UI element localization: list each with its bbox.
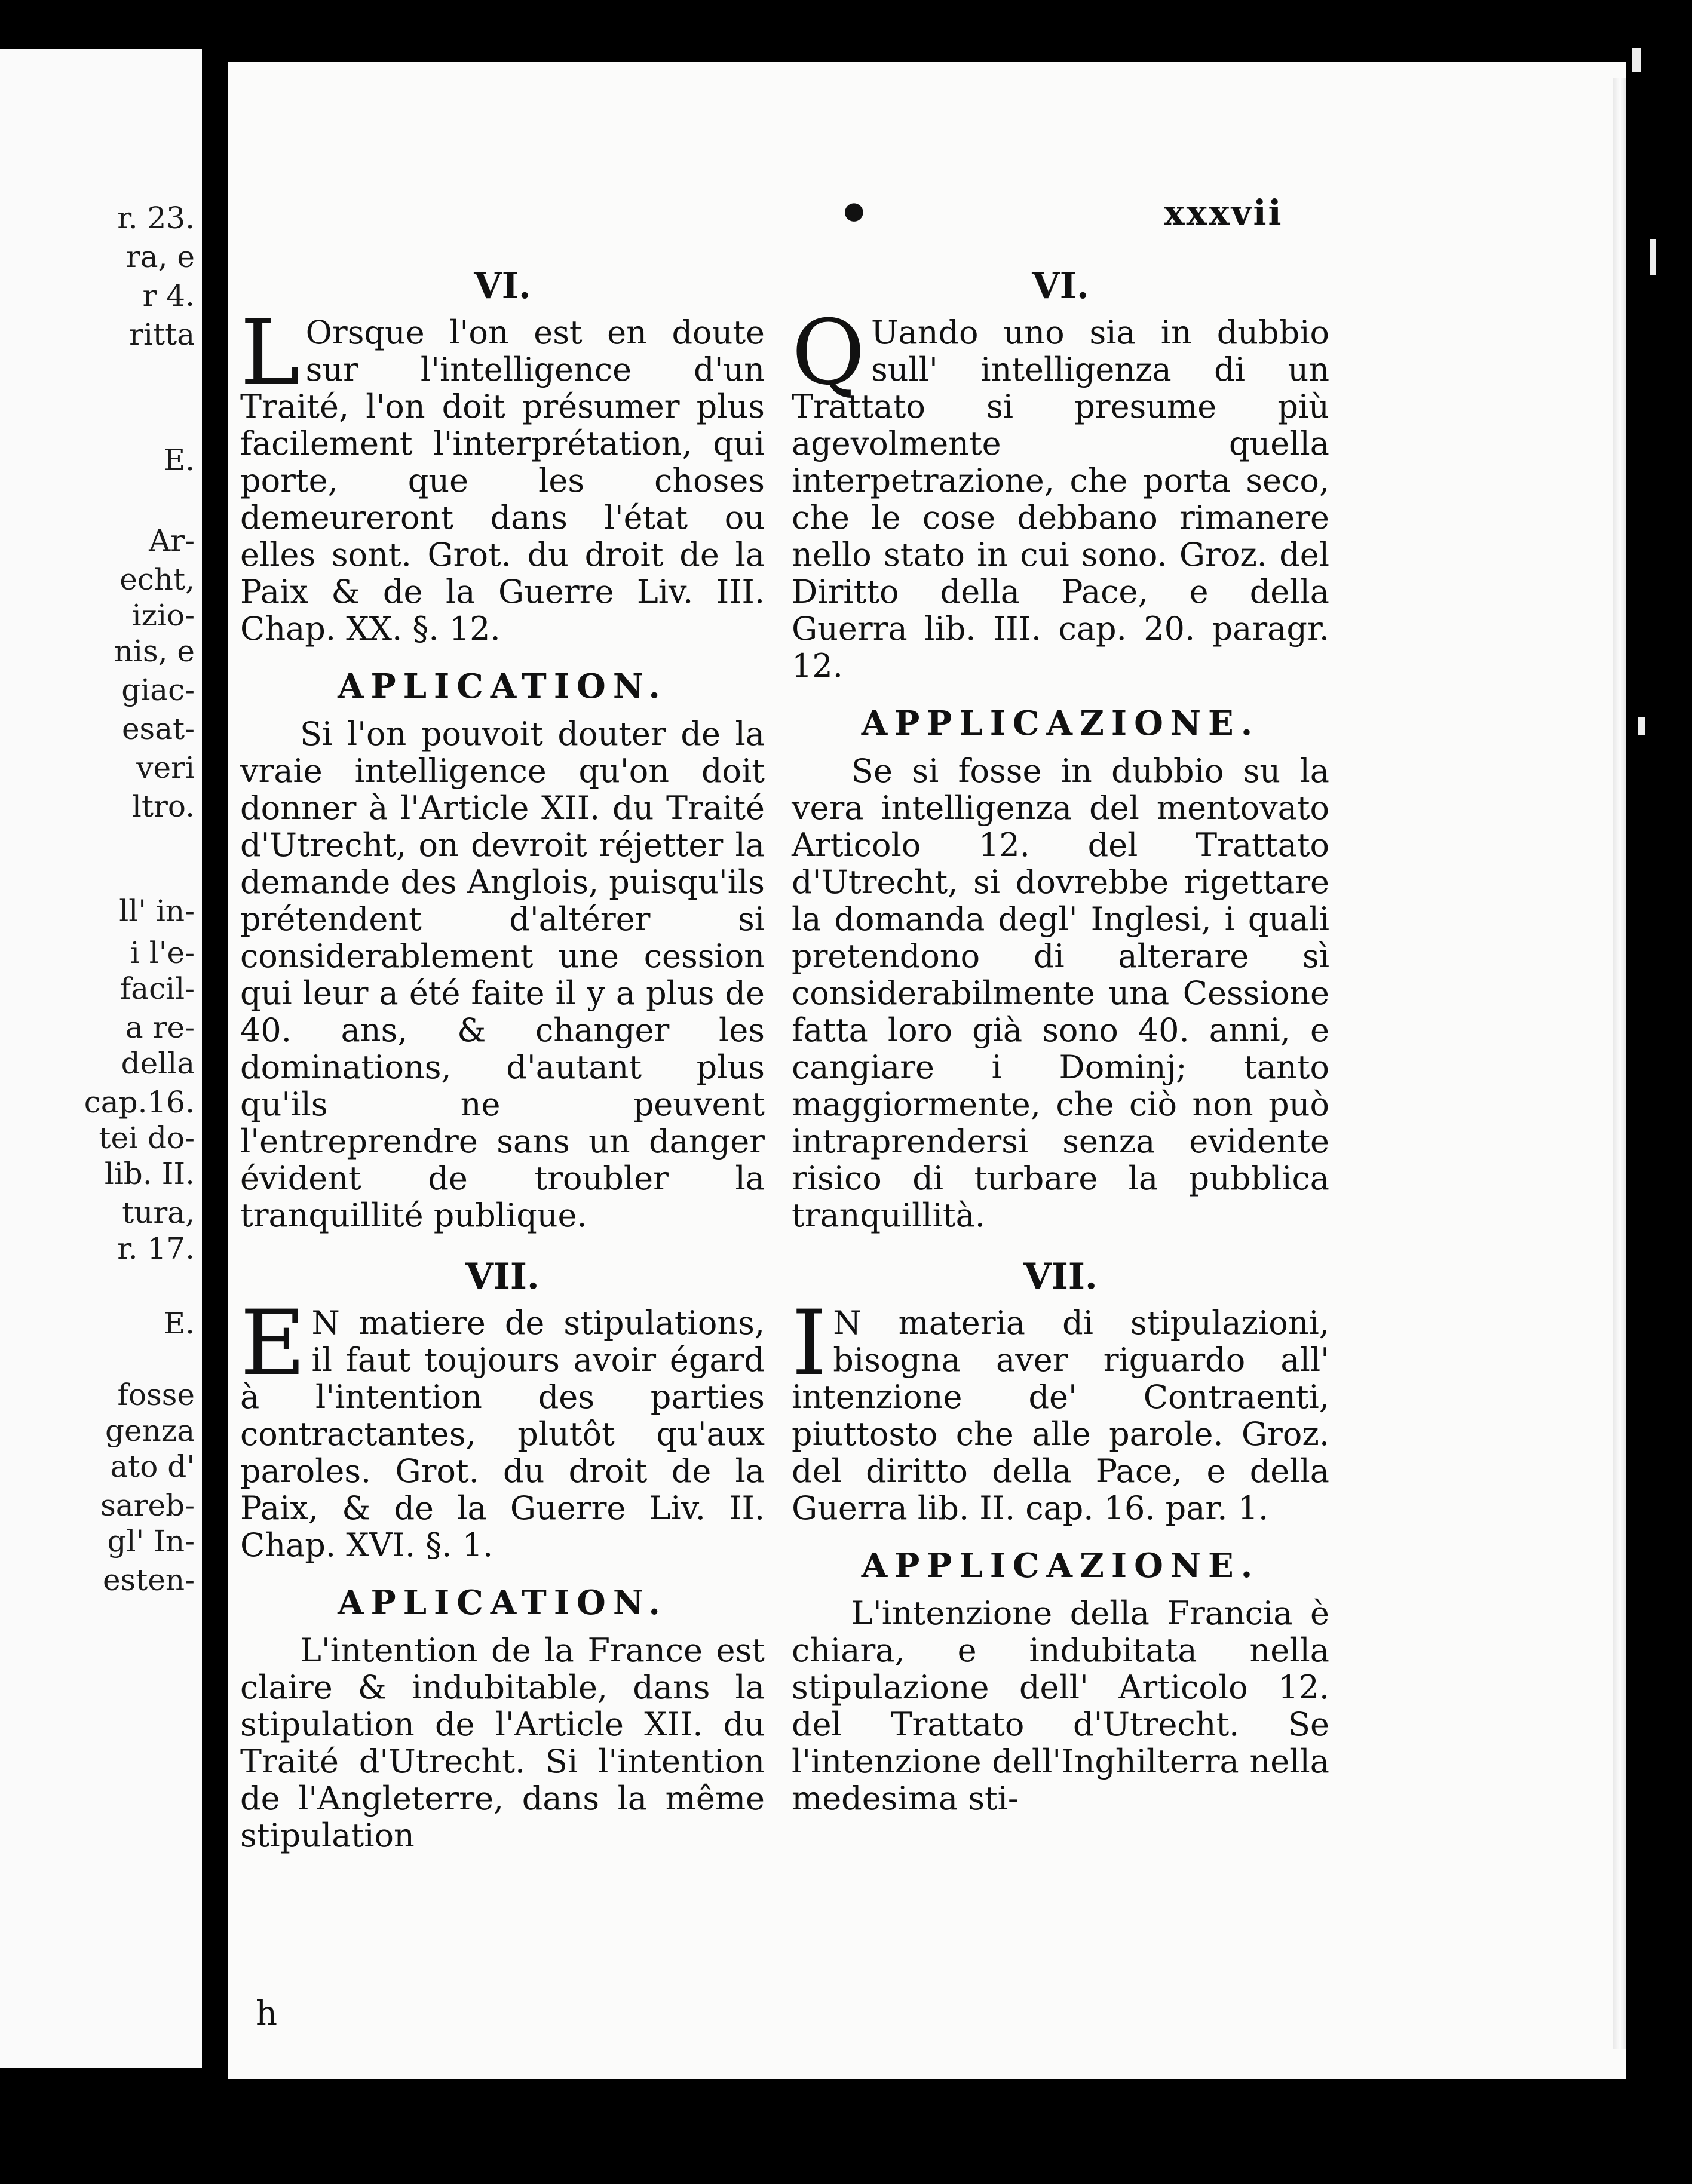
section-heading-vii-it: VII. bbox=[1023, 1256, 1098, 1297]
application-heading-2-it: APPLICAZIONE. bbox=[861, 1546, 1260, 1585]
facing-page-fragment: ato d' bbox=[110, 1449, 195, 1484]
facing-page-fragment: tei do- bbox=[99, 1121, 195, 1155]
facing-page-fragment: izio- bbox=[131, 598, 195, 633]
drop-cap: E bbox=[240, 1292, 306, 1395]
application-heading-it: APPLICAZIONE. bbox=[861, 704, 1260, 743]
section-heading-vi-it: VI. bbox=[1032, 265, 1089, 307]
facing-page-edge bbox=[0, 49, 202, 2068]
facing-page-fragment: lib. II. bbox=[104, 1157, 195, 1191]
application-text-it: Se si fosse in dubbio su la vera intelligenza del mentovato Articolo 12. del Trattato d'Utrecht, si dovrebbe rigettare la domanda degl' Inglesi, i quali pretendono di alterare sì considerabilmente una Cessione fatta loro già sono 40. anni, e cangiare i Dominj; tanto maggiormente, che ciò non può intraprendersi senza evidente risico di turbare la pubblica tranquillità. bbox=[792, 752, 1329, 1234]
facing-page-fragment: giac- bbox=[121, 673, 195, 707]
facing-page-fragment: della bbox=[121, 1046, 195, 1081]
application-text-2-fr: L'intention de la France est claire & indubitable, dans la stipulation de l'Article XII. du Traité d'Utrecht. Si l'intention de l'Angleterre, dans la même stipulation bbox=[240, 1631, 765, 1854]
facing-page-fragment: cap.16. bbox=[84, 1085, 195, 1119]
ink-mark: ● bbox=[844, 197, 865, 225]
french-column bbox=[240, 265, 765, 1854]
facing-page-fragment: esten- bbox=[102, 1563, 195, 1597]
torn-right-edge bbox=[1626, 0, 1692, 2184]
facing-page-fragment: ltro. bbox=[131, 789, 195, 824]
facing-page-fragment: sareb- bbox=[100, 1488, 195, 1523]
article-vii-text-it: I N materia di stipulazioni, bisogna aver riguardo all' intenzione de' Contraenti, piuttosto che alle parole. Groz. del diritto della Pace, e della Guerra lib. II. cap. 16. par. 1. bbox=[792, 1292, 1329, 1527]
article-vi-text-fr: L Orsque l'on est en doute sur l'intelligence d'un Traité, l'on doit présumer plus facilement l'interprétation, qui porte, que les choses demeureront dans l'état ou elles sont. Grot. du droit de la Paix & de la Guerre Liv. III. Chap. XX. §. 12. bbox=[240, 301, 765, 648]
application-heading-2-fr: APLICATION. bbox=[338, 1583, 667, 1622]
facing-page-fragment: a re- bbox=[125, 1010, 195, 1045]
page-number: xxxvii bbox=[1164, 192, 1283, 233]
drop-cap: I bbox=[792, 1292, 827, 1395]
facing-page-fragment: r 4. bbox=[142, 278, 195, 313]
book-gutter bbox=[202, 49, 228, 2068]
facing-page-fragment: genza bbox=[105, 1413, 195, 1448]
signature-mark: h bbox=[256, 1994, 278, 2033]
facing-page-fragment: ll' in- bbox=[119, 894, 195, 928]
facing-page-fragment: E. bbox=[163, 443, 195, 477]
facing-page-fragment: echt, bbox=[119, 562, 195, 597]
application-text-2-it: L'intenzione della Francia è chiara, e indubitata nella stipulazione dell' Articolo 12. del Trattato d'Utrecht. Se l'intenzione dell'Inghilterra nella medesima sti- bbox=[792, 1594, 1329, 1817]
facing-page-fragment: nis, e bbox=[114, 634, 195, 668]
facing-page-fragment: i l'e- bbox=[130, 935, 195, 970]
drop-cap: Q bbox=[792, 301, 865, 405]
article-vii-text-fr: E N matiere de stipulations, il faut toujours avoir égard à l'intention des parties contractantes, plutôt qu'aux paroles. Grot. du droit de la Paix, & de la Guerre Liv. II. Chap. XVI. §. 1. bbox=[240, 1292, 765, 1564]
facing-page-fragment: facil- bbox=[119, 971, 195, 1006]
facing-page-fragment: veri bbox=[136, 750, 195, 785]
facing-page-fragment: ra, e bbox=[125, 240, 195, 274]
facing-page-fragment: Ar- bbox=[149, 523, 195, 558]
application-heading-fr: APLICATION. bbox=[338, 667, 667, 706]
section-heading-vii-fr: VII. bbox=[465, 1256, 540, 1297]
application-text-fr: Si l'on pouvoit douter de la vraie intelligence qu'on doit donner à l'Article XII. du Traité d'Utrecht, on devroit réjetter la demande des Anglois, puisqu'ils prétendent d'altérer si considerablement une cession qui leur a été faite il y a plus de 40. ans, & changer les dominations, d'autant plus qu'ils ne peuvent l'entreprendre sans un danger évident de troubler la tranquillité publique. bbox=[240, 715, 765, 1234]
drop-cap: L bbox=[240, 301, 300, 405]
facing-page-fragment: esat- bbox=[121, 711, 195, 746]
facing-page-fragment: r. 23. bbox=[117, 201, 195, 235]
facing-page-fragment: tura, bbox=[122, 1195, 195, 1230]
section-heading-vi-fr: VI. bbox=[474, 265, 531, 307]
article-vi-text-it: Q Uando uno sia in dubbio sull' intelligenza di un Trattato si presume più agevolmente quella interpetrazione, che porta seco, che le cose debbano rimanere nello stato in cui sono. Groz. del Diritto della Pace, e della Guerra lib. III. cap. 20. paragr. 12. bbox=[792, 301, 1329, 685]
facing-page-fragment: gl' In- bbox=[107, 1524, 195, 1559]
facing-page-fragment: r. 17. bbox=[117, 1231, 195, 1266]
facing-page-fragment: fosse bbox=[117, 1378, 195, 1412]
facing-page-fragment: E. bbox=[163, 1306, 195, 1341]
facing-page-fragment: ritta bbox=[129, 317, 195, 352]
italian-column bbox=[792, 265, 1329, 1817]
